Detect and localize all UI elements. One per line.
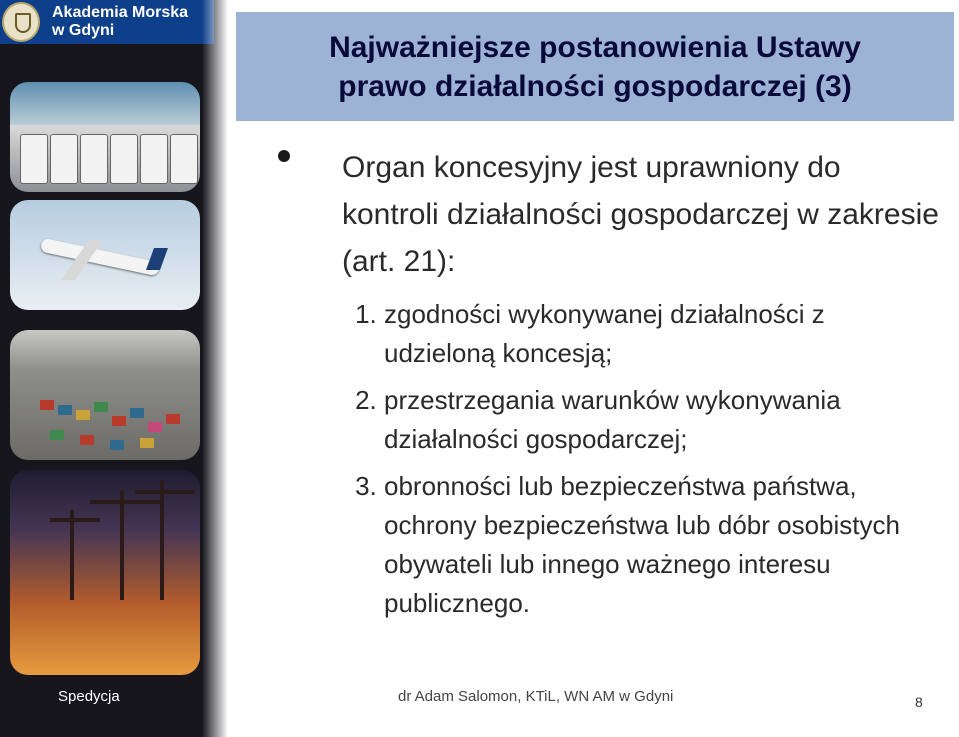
logo-text bbox=[52, 4, 188, 40]
slide-body bbox=[342, 144, 942, 631]
page-number: 8 bbox=[915, 694, 923, 710]
slide-title bbox=[236, 28, 954, 106]
numbered-list bbox=[342, 295, 942, 623]
title-line-2: prawo działalności gospodarczej (3) bbox=[338, 70, 852, 103]
night-port-photo bbox=[10, 470, 200, 675]
bullet-dot-icon bbox=[278, 150, 290, 162]
logo-banner bbox=[0, 0, 214, 44]
container-port-photo bbox=[10, 330, 200, 460]
bullet-text: Organ koncesyjny jest uprawniony do kontroli działalności gospodarczej w zakresie (art. 21): bbox=[342, 151, 939, 278]
footer-course-name: Spedycja bbox=[58, 688, 120, 705]
footer-author: dr Adam Salomon, KTiL, WN AM w Gdyni bbox=[398, 688, 674, 705]
list-item: 1. zgodności wykonywanej działalności z udzieloną koncesją; bbox=[384, 295, 942, 373]
airplane-photo bbox=[10, 200, 200, 310]
title-line-1: Najważniejsze postanowienia Ustawy bbox=[329, 31, 861, 64]
list-item: 3. obronności lub bezpieczeństwa państwa, ochrony bezpieczeństwa lub dóbr osobistych obywateli lub innego ważnego interesu publicznego. bbox=[384, 467, 942, 623]
sidebar-photo-strip bbox=[0, 0, 228, 737]
university-emblem-icon bbox=[2, 2, 40, 42]
logo-line-1: Akademia Morska bbox=[52, 4, 189, 21]
list-item: 2. przestrzegania warunków wykonywania działalności gospodarczej; bbox=[384, 381, 942, 459]
trucks-photo bbox=[10, 82, 200, 192]
logo-line-2: w Gdyni bbox=[52, 22, 115, 39]
title-bar bbox=[236, 12, 954, 121]
